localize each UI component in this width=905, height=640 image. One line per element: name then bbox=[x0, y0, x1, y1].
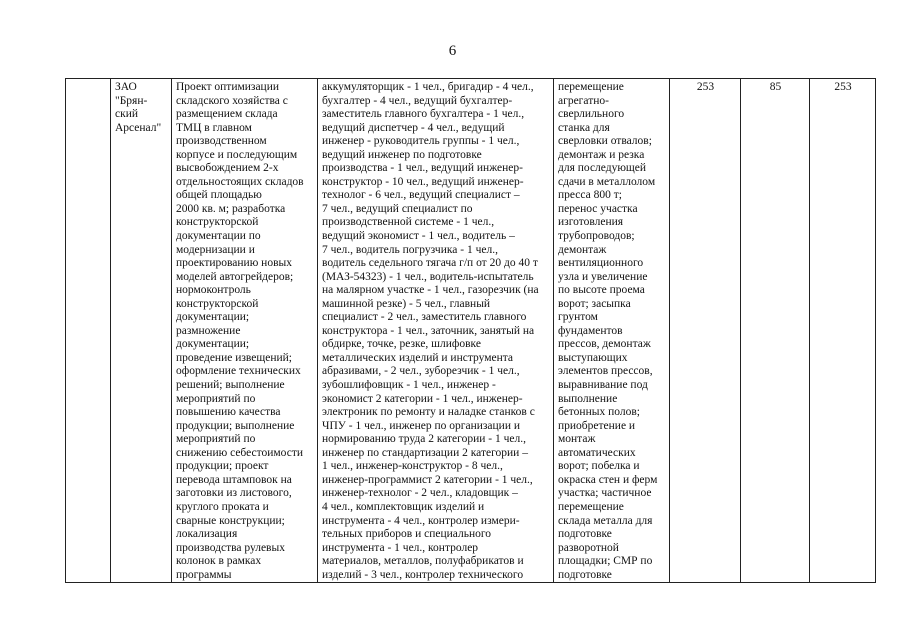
value-2: 85 bbox=[769, 81, 782, 93]
project-description: Проект оптимизации складского хозяйства с размещением склада ТМЦ в главном производственном корпусе и последующим высвобождением 2-х отдельностоящих складов общей площадью 2000 кв. м; разработка конструкторской документации по модернизации и проектированию новых моделей автогрейдеров; нормоконтроль конструкторской документации; размножение документации; проведение извещений; оформление технических решений; выполнение мероприятий по повышению качества продукции; выполнение мероприятий по снижению себестоимости продукции; проект перевода штамповок на заготовки из листового, круглого проката и сварные конструкции; локализация производства рулевых колонок в рамках программы bbox=[176, 81, 304, 581]
row-number-cell bbox=[66, 79, 111, 583]
document-table bbox=[65, 78, 876, 583]
works-cell bbox=[554, 79, 670, 583]
works-list: перемещение агрегатно- сверлильного станка для сверловки отвалов; демонтаж и резка для последующей сдачи в металлолом пресса 800 т; перенос участка изготовления трубопроводов; демонтаж вентиляционного узла и увеличение по высоте проема ворот; засыпка грунтом фундаментов прессов, демонтаж выступающих элементов прессов, выравнивание под выполнение бетонных полов; приобретение и монтаж автоматических ворот; побелка и окраска стен и ферм участка; частичное перемещение склада металла для подготовке разворотной площадки; СМР по подготовке bbox=[558, 81, 658, 581]
staff-list-cell bbox=[318, 79, 554, 583]
organization-cell bbox=[111, 79, 172, 583]
page-number: 6 bbox=[448, 43, 457, 59]
value-3: 253 bbox=[834, 81, 852, 93]
value-cell-3 bbox=[810, 79, 876, 583]
table-row bbox=[66, 79, 876, 583]
value-cell-2 bbox=[741, 79, 810, 583]
staff-list: аккумуляторщик - 1 чел., бригадир - 4 чел., бухгалтер - 4 чел., ведущий бухгалтер- заместитель главного бухгалтера - 1 чел., ведущий диспетчер - 4 чел., ведущий инженер - руководитель группы - 1 чел., ведущий инженер по подготовке производства - 1 чел., ведущий инженер- конструктор - 10 чел., ведущий инженер- технолог - 6 чел., ведущий специалист – 7 чел., ведущий специалист по производственной системе - 1 чел., ведущий экономист - 1 чел., водитель – 7 чел., водитель погрузчика - 1 чел., водитель седельного тягача г/п от 20 до 40 т (МАЗ-54323) - 1 чел., водитель-испытатель на малярном участке - 1 чел., газорезчик (на машинной резке) - 5 чел., главный специалист - 2 чел., заместитель главного конструктора - 1 чел., заточник, занятый на обдирке, точке, резке, шлифовке металлических изделий и инструмента абразивами, - 2 чел., зуборезчик - 1 чел., зубошлифовщик - 1 чел., инженер - экономист 2 категории - 1 чел., инженер- электроник по ремонту и наладке станков с ЧПУ - 1 чел., инженер по организации и нормированию труда 2 категории - 1 чел., инженер по стандартизации 2 категории – 1 чел., инженер-конструктор - 8 чел., инженер-программист 2 категории - 1 чел., инженер-технолог - 2 чел., кладовщик – 4 чел., комплектовщик изделий и инструмента - 4 чел., контролер измери- тельных приборов и специального инструмента - 1 чел., контролер материалов, металлов, полуфабрикатов и изделий - 3 чел., контролер технического bbox=[322, 81, 539, 581]
value-1: 253 bbox=[696, 81, 715, 93]
value-cell-1 bbox=[670, 79, 741, 583]
organization-name: ЗАО "Брян- ский Арсенал" bbox=[115, 81, 162, 134]
project-description-cell bbox=[172, 79, 318, 583]
